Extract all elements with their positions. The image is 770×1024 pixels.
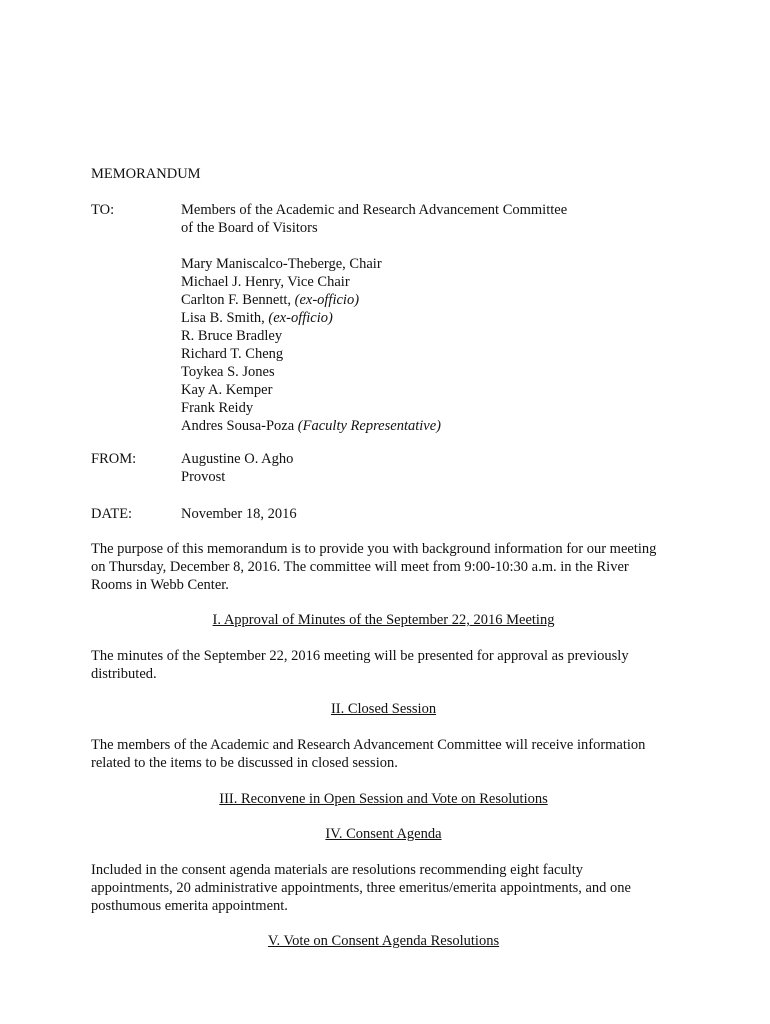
to-line: of the Board of Visitors bbox=[181, 220, 318, 236]
intro-paragraph bbox=[91, 540, 691, 594]
section-4-line: Included in the consent agenda materials are resolutions recommending eight faculty bbox=[91, 862, 584, 878]
section-3-heading: III. Reconvene in Open Session and Vote on Resolutions bbox=[219, 791, 548, 807]
to-label: TO: bbox=[91, 202, 115, 218]
date-value: November 18, 2016 bbox=[181, 506, 297, 522]
section-1-line: distributed. bbox=[91, 666, 157, 682]
memo-title: MEMORANDUM bbox=[91, 166, 201, 182]
section-1-line: The minutes of the September 22, 2016 meeting will be presented for approval as previously bbox=[91, 648, 629, 664]
member-name: Carlton F. Bennett, (ex-officio) bbox=[181, 292, 360, 308]
from-name: Augustine O. Agho bbox=[181, 451, 294, 467]
to-recipients bbox=[181, 201, 567, 435]
section-4-body bbox=[91, 861, 691, 915]
member-name: Mary Maniscalco-Theberge, Chair bbox=[181, 256, 382, 272]
section-2-line: related to the items to be discussed in closed session. bbox=[91, 755, 398, 771]
from-value bbox=[181, 450, 293, 486]
member-name: Richard T. Cheng bbox=[181, 346, 284, 362]
member-name: Lisa B. Smith, (ex-officio) bbox=[181, 310, 333, 326]
member-name: R. Bruce Bradley bbox=[181, 328, 283, 344]
member-name: Andres Sousa-Poza (Faculty Representative) bbox=[181, 418, 441, 434]
from-title: Provost bbox=[181, 469, 226, 485]
intro-line: The purpose of this memorandum is to provide you with background information for our meeting bbox=[91, 541, 657, 557]
from-label: FROM: bbox=[91, 451, 137, 467]
member-name: Toykea S. Jones bbox=[181, 364, 275, 380]
section-2-heading: II. Closed Session bbox=[330, 701, 437, 717]
intro-line: on Thursday, December 8, 2016. The committee will meet from 9:00-10:30 a.m. in the River bbox=[91, 559, 629, 575]
member-name: Frank Reidy bbox=[181, 400, 254, 416]
section-4-line: posthumous emerita appointment. bbox=[91, 898, 288, 914]
section-4-line: appointments, 20 administrative appointments, three emeritus/emerita appointments, and one bbox=[91, 880, 631, 896]
section-2-line: The members of the Academic and Research Advancement Committee will receive information bbox=[91, 737, 646, 753]
member-name: Michael J. Henry, Vice Chair bbox=[181, 274, 350, 290]
section-1-heading: I. Approval of Minutes of the September 22, 2016 Meeting bbox=[212, 612, 555, 628]
section-1-body bbox=[91, 647, 691, 683]
section-4-heading: IV. Consent Agenda bbox=[325, 826, 442, 842]
date-label: DATE: bbox=[91, 506, 133, 522]
section-2-body bbox=[91, 736, 691, 772]
section-5-heading: V. Vote on Consent Agenda Resolutions bbox=[267, 933, 500, 949]
to-line: Members of the Academic and Research Advancement Committee bbox=[181, 202, 568, 218]
intro-line: Rooms in Webb Center. bbox=[91, 577, 229, 593]
member-name: Kay A. Kemper bbox=[181, 382, 273, 398]
